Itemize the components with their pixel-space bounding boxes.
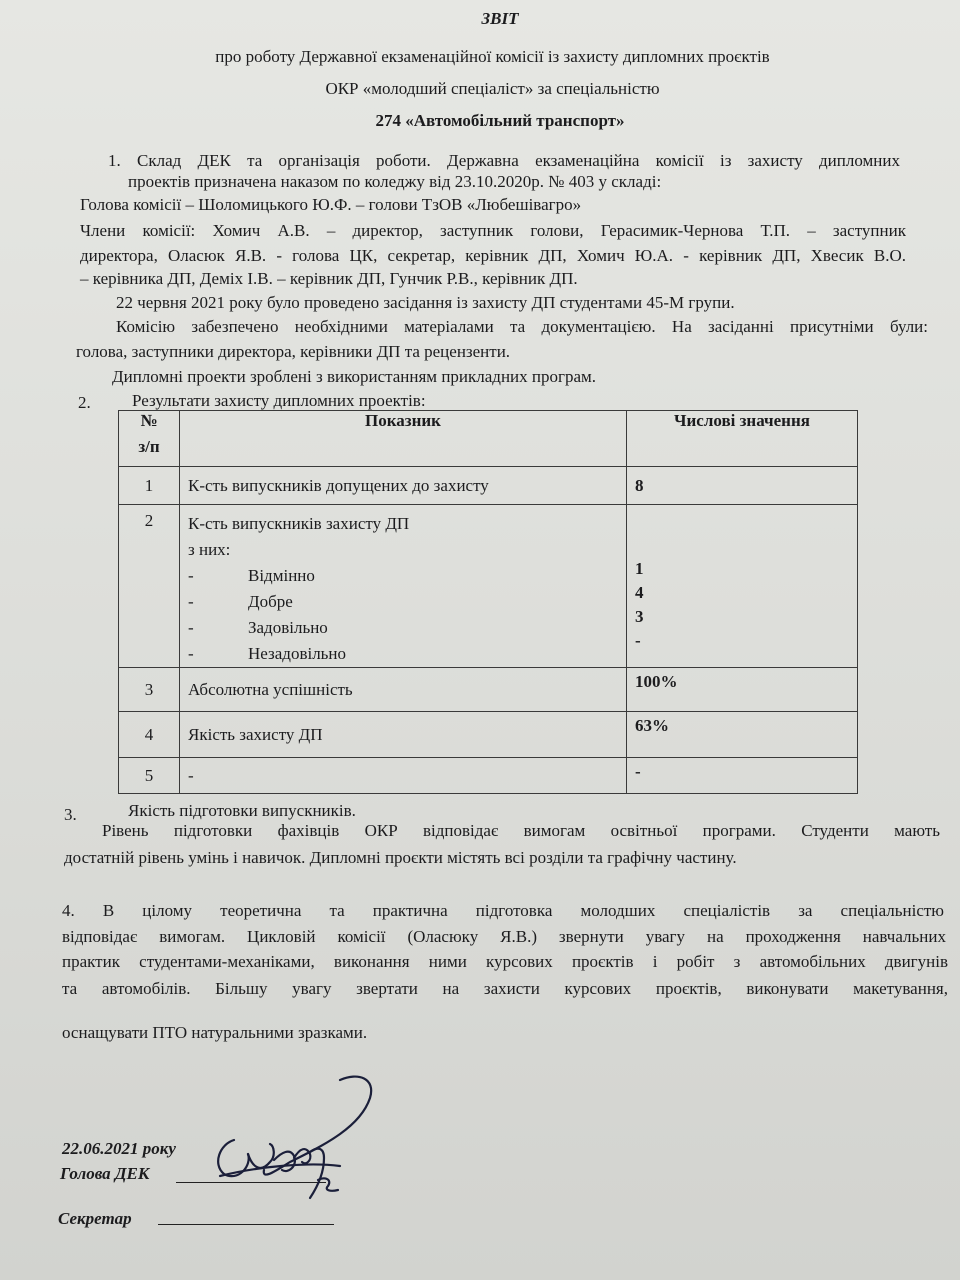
section3-line2: достатній рівень умінь і навичок. Дипломні проєкти містять всі розділи та графічну частину. [64, 848, 737, 867]
sub-label: Добре [248, 592, 293, 611]
section3-number: 3. [64, 805, 77, 824]
row-number: 3 [119, 668, 180, 712]
section4-line2: відповідає вимогам. Цикловій комісії (Оласюку Я.В.) звернути увагу на проходження навчальних [62, 927, 946, 946]
sub-value: 3 [635, 607, 644, 626]
row-value [627, 505, 858, 668]
row-value: - [627, 758, 858, 794]
results-table [118, 410, 858, 794]
section4-line1: 4. В цілому теоретична та практична підготовка молодших спеціалістів за спеціальністю [62, 901, 944, 920]
secretary-label: Секретар [58, 1209, 132, 1228]
table-row [119, 668, 858, 712]
sub-item [188, 589, 618, 615]
table-row [119, 467, 858, 505]
section1-line10: Дипломні проекти зроблені з використанням прикладних програм. [112, 367, 597, 386]
section1-line8: Комісію забезпечено необхідними матеріалами та документацією. На засіданні присутніми були: [116, 317, 928, 336]
table-header-row [119, 411, 858, 467]
section1-line9: голова, заступники директора, керівники ДП та рецензенти. [76, 342, 511, 361]
row-indicator [180, 505, 627, 668]
sub-item [188, 641, 618, 667]
sub-value: - [635, 631, 641, 650]
sub-dash: - [188, 618, 194, 637]
sub-label: Задовільно [248, 618, 328, 637]
sub-value: 4 [635, 583, 644, 602]
table-row [119, 758, 858, 794]
section1-line5: директора, Оласюк Я.В. - голова ЦК, секретар, керівник ДП, Хомич Ю.А. - керівник ДП, Хвесик В.О. [80, 246, 906, 265]
document-subtitle-1: про роботу Державної екзаменаційної комісії із захисту дипломних проєктів [215, 47, 770, 66]
section1-line3: Голова комісії – Шоломицького Ю.Ф. – голови ТзОВ «Любешівагро» [80, 195, 582, 214]
row-indicator: Якість захисту ДП [180, 712, 627, 758]
row-indicator: К-сть випускників допущених до захисту [180, 467, 627, 505]
section4-line3: практик студентами-механіками, виконання ними курсових проєктів і робіт з автомобільних двигунів [62, 952, 948, 971]
section3-heading: Якість підготовки випускників. [128, 801, 356, 820]
sub-item [188, 615, 618, 641]
table-row [119, 712, 858, 758]
header-number-top: № [140, 411, 158, 430]
row-value: 63% [627, 712, 858, 758]
sub-dash: - [188, 644, 194, 663]
row-indicator: - [180, 758, 627, 794]
row-indicator-sublabel: з них: [188, 540, 231, 559]
section1-line4: Члени комісії: Хомич А.В. – директор, заступник голови, Герасимик-Чернова Т.П. – заступник [80, 221, 906, 240]
section3-line1: Рівень підготовки фахівців ОКР відповідає вимогам освітньої програми. Студенти мають [102, 821, 940, 840]
document-subtitle-2: ОКР «молодший спеціаліст» за спеціальністю [325, 79, 660, 98]
section1-line1: 1. Склад ДЕК та організація роботи. Державна екзаменаційна комісії із захисту дипломних [108, 151, 900, 170]
row-value: 8 [627, 467, 858, 505]
secretary-signature-line [158, 1224, 334, 1225]
section1-line2: проектів призначена наказом по коледжу від 23.10.2020р. № 403 у складі: [128, 172, 662, 191]
sub-item [188, 563, 618, 589]
document-subtitle-3: 274 «Автомобільний транспорт» [375, 111, 625, 130]
row-number: 1 [119, 467, 180, 505]
sub-value: 1 [635, 559, 644, 578]
table-row [119, 505, 858, 668]
handwritten-signature [190, 1062, 390, 1212]
sub-label: Незадовільно [248, 644, 347, 663]
header-number [119, 411, 180, 467]
footer-date: 22.06.2021 року [62, 1139, 176, 1158]
section2-heading: Результати захисту дипломних проектів: [132, 391, 426, 410]
sub-dash: - [188, 592, 194, 611]
row-number: 5 [119, 758, 180, 794]
row-indicator-label: К-сть випускників захисту ДП [188, 514, 410, 533]
sub-label: Відмінно [248, 566, 315, 585]
section2-number: 2. [78, 393, 91, 412]
sub-dash: - [188, 566, 194, 585]
head-of-commission-label: Голова ДЕК [60, 1164, 150, 1183]
row-number: 4 [119, 712, 180, 758]
section1-line6: – керівника ДП, Деміх І.В. – керівник ДП, Гунчик Р.В., керівник ДП. [80, 269, 578, 288]
header-value: Числові значення [627, 411, 858, 467]
document-title: ЗВІТ [481, 9, 519, 28]
section1-line7: 22 червня 2021 року було проведено засідання із захисту ДП студентами 45-М групи. [116, 293, 735, 312]
section4-line4: та автомобілів. Більшу увагу звертати на захисти курсових проєктів, виконувати макетування, [62, 979, 948, 998]
header-indicator: Показник [180, 411, 627, 467]
row-indicator: Абсолютна успішність [180, 668, 627, 712]
row-value: 100% [627, 668, 858, 712]
header-number-bottom: з/п [138, 437, 160, 456]
section4-line5: оснащувати ПТО натуральними зразками. [62, 1023, 368, 1042]
row-number: 2 [119, 505, 180, 668]
